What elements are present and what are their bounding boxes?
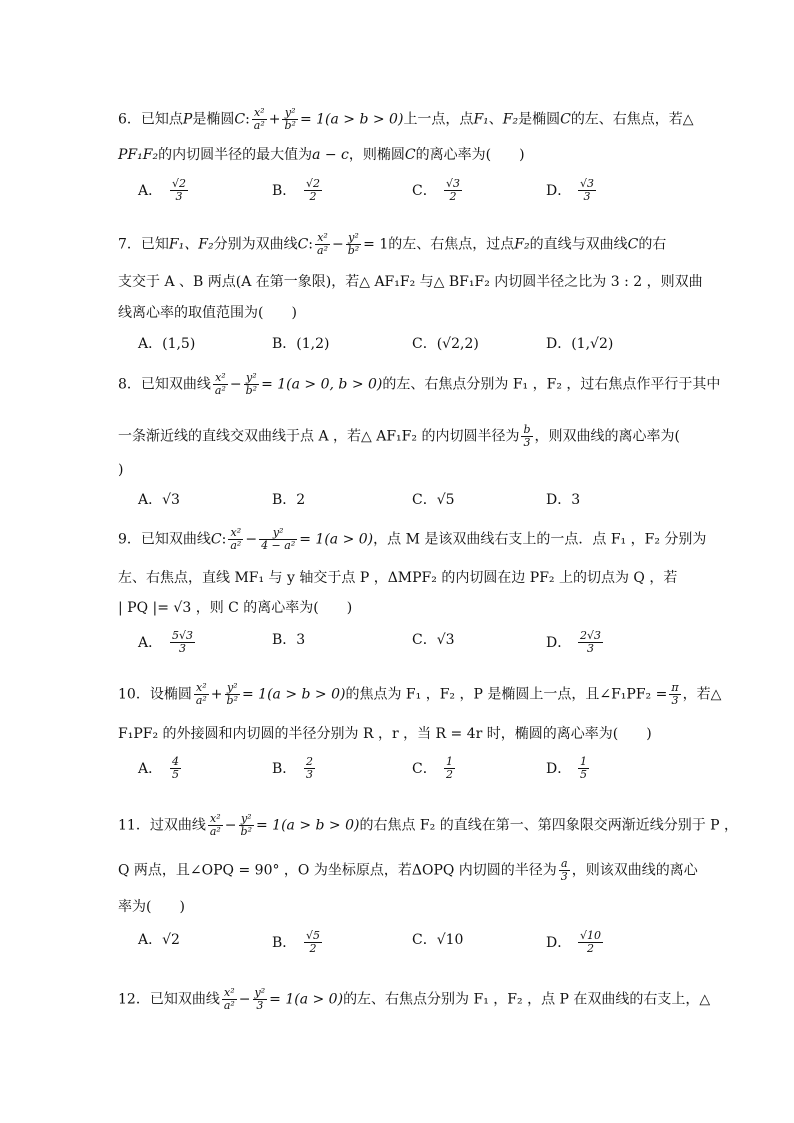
q11-choice-d[interactable]: D． $\frac{√10}{2}$ — [546, 929, 602, 955]
q10-frac-x: $\frac{\text{x²}}{\text{a²}}$ — [195, 681, 207, 707]
q8-frac-b3: $\frac{b}{3}$ — [523, 423, 531, 449]
q6-choice-c[interactable]: C． $\frac{√3}{2}$ — [412, 177, 461, 203]
q6-var: PF₁F₂ — [118, 147, 159, 163]
q10-text: 的焦点为 F₁ ，F₂ ，P 是椭圆上一点，且∠F₁PF₂ = — [345, 686, 668, 703]
q10-choice-b-frac: $\frac{2}{3}$ — [306, 755, 313, 781]
q6-text: 、 — [488, 111, 503, 128]
q6-text: 是椭圆 — [192, 111, 235, 128]
q11-frac-y: $\frac{\text{y²}}{\text{b²}}$ — [240, 812, 252, 838]
q9-choice-a-frac: $\frac{5√3}{3}$ — [172, 629, 194, 655]
q6-var: F₂ — [502, 111, 519, 128]
q6-line-2 — [118, 145, 525, 165]
q9-frac-y: $\frac{\text{y²}}{\text{4 − a²}}$ — [261, 526, 296, 552]
q9-text: 9．已知双曲线 — [118, 531, 211, 548]
q7-choices — [138, 334, 658, 370]
q9-choice-d[interactable]: D． $\frac{2√3}{3}$ — [546, 629, 602, 655]
q6-frac-y: $\frac{\text{y²}}{\text{b²}}$ — [284, 106, 296, 132]
q10-choices — [138, 756, 658, 792]
q6-text: 6．已知点 — [118, 111, 183, 128]
q7-text: 的左、右焦点，过点 — [388, 236, 515, 253]
q10-choice-a[interactable]: A． $\frac{4}{5}$ — [138, 755, 179, 781]
q7-line-2: 支交于 A 、B 两点(A 在第一象限)，若△ AF₁F₂ 与△ BF₁F₂ 内切圆半径之比为 3 : 2 ，则双曲 — [118, 274, 703, 290]
q9-line-2: 左、右焦点，直线 MF₁ 与 y 轴交于点 P ，ΔMPF₂ 的内切圆在边 PF₂ 上的切点为 Q ，若 — [118, 570, 678, 586]
q6-choice-a[interactable]: A． $\frac{√2}{3}$ — [138, 177, 187, 203]
q11-choice-c[interactable]: C．√10 — [412, 932, 464, 948]
q11-op: − — [224, 817, 237, 834]
q8-line-2 — [118, 424, 680, 449]
q8-frac-x: $\frac{\text{x²}}{\text{a²}}$ — [214, 371, 226, 397]
q10-text: ，若△ — [682, 686, 722, 703]
q11-text: Q 两点，且∠OPQ = 90° ，O 为坐标原点，若ΔOPQ 内切圆的半径为 — [118, 862, 557, 879]
q9-var: C — [210, 531, 222, 548]
q7-eq: = 1 — [363, 236, 389, 253]
q10-op: + — [210, 686, 223, 703]
q10-line-2: F₁PF₂ 的外接圆和内切圆的半径分别为 R ，r ，当 R = 4r 时，椭圆的离心率为( ) — [118, 726, 652, 742]
q9-op: − — [245, 531, 258, 548]
q6-var: F₁ — [473, 111, 489, 128]
q6-text: 是椭圆 — [518, 111, 561, 128]
q8-choices — [138, 490, 658, 526]
q6-var: C — [234, 111, 246, 128]
q11-text: ，则该双曲线的离心 — [571, 862, 698, 879]
q7-text: 7．已知 — [118, 236, 169, 253]
q9-choice-a[interactable]: A． $\frac{5√3}{3}$ — [138, 629, 194, 655]
q8-frac-y: $\frac{\text{y²}}{\text{b²}}$ — [245, 371, 258, 397]
q10-frac-y: $\frac{\text{y²}}{\text{b²}}$ — [226, 681, 238, 707]
q7-op: − — [331, 236, 344, 253]
q10-choice-a-frac: $\frac{4}{5}$ — [172, 755, 179, 781]
q12-eq: = 1(a > 0) — [269, 991, 344, 1008]
q8-text: 一条渐近线的直线交双曲线于点 A ，若△ AF₁F₂ 的内切圆半径为 — [118, 428, 520, 445]
q6-eq: = 1(a > b > 0) — [299, 111, 404, 128]
q8-text: 8．已知双曲线 — [118, 376, 211, 393]
q8-op: − — [229, 376, 242, 393]
q7-choice-a[interactable]: A．(1,5) — [138, 336, 196, 352]
q6-op: + — [268, 111, 281, 128]
q9-line-1: 9．已知双曲线C: $\frac{\text{x²}}{\text{a²}}$ − $\frac{\text{y²}}{\text{4 − a²}}$ = 1(a > 0)，点 M 是该双曲线右支上的一点．点 F₁ ，F₂ 分别为 — [118, 526, 707, 552]
q7-var: C — [627, 236, 639, 253]
q6-var: P — [182, 111, 193, 128]
q6-choices — [138, 178, 658, 214]
q11-choice-b-frac: $\frac{√5}{2}$ — [306, 929, 321, 955]
q10-choice-d[interactable]: D． $\frac{1}{5}$ — [546, 755, 587, 781]
q7-frac-x: $\frac{\text{x²}}{\text{a²}}$ — [317, 231, 328, 257]
q8-choice-b[interactable]: B．2 — [272, 492, 306, 508]
q11-line-1 — [118, 813, 738, 838]
q11-choice-b[interactable]: B． $\frac{√5}{2}$ — [272, 929, 321, 955]
q10-line-1 — [118, 682, 721, 707]
q10-eq: = 1(a > b > 0) — [241, 686, 346, 703]
q8-choice-c[interactable]: C．√5 — [412, 492, 455, 508]
q9-eq: = 1(a > 0) — [299, 531, 374, 548]
q6-text: : — [245, 111, 250, 128]
q6-text: 的内切圆半径的最大值为 — [158, 147, 313, 163]
q6-choice-a-frac: $\frac{√2}{3}$ — [172, 177, 187, 203]
q6-choice-d[interactable]: D． $\frac{√3}{3}$ — [546, 177, 595, 203]
q9-line-3: | PQ |= √3 ，则 C 的离心率为( ) — [118, 600, 353, 616]
q7-choice-b[interactable]: B．(1,2) — [272, 336, 330, 352]
q11-text: 的右焦点 F₂ 的直线在第一、第四象限交两渐近线分别于 P ， — [359, 817, 739, 834]
q11-text: 11．过双曲线 — [118, 817, 206, 834]
q9-choices — [138, 630, 658, 666]
q9-choice-b[interactable]: B．3 — [272, 632, 306, 648]
q7-line-1: 7．已知F₁、F₂分别为双曲线C: $\frac{\text{x²}}{\text{a²}}$ − $\frac{\text{y²}}{\text{b²}}$ = 1的左、右焦点，过点F₂的直线与双曲线C的右 — [118, 231, 667, 257]
q9-choice-d-frac: $\frac{2√3}{3}$ — [580, 629, 602, 655]
q6-text: 上一点，点 — [403, 111, 474, 128]
q11-eq: = 1(a > b > 0) — [255, 817, 360, 834]
q12-line-1 — [118, 987, 710, 1012]
q12-text: 12．已知双曲线 — [118, 991, 220, 1008]
q6-choice-d-frac: $\frac{√3}{3}$ — [580, 177, 595, 203]
q11-line-2 — [118, 858, 698, 883]
q8-line-1 — [118, 372, 720, 397]
q8-line-3: ) — [118, 462, 124, 478]
q7-text: 的右 — [638, 236, 667, 253]
q12-frac-x: $\frac{\text{x²}}{\text{a²}}$ — [223, 986, 235, 1012]
q6-text: ，则椭圆 — [348, 147, 405, 163]
q9-choice-c[interactable]: C．√3 — [412, 632, 455, 648]
q7-text: 的直线与双曲线 — [529, 236, 628, 253]
q6-line-1 — [118, 107, 694, 132]
q10-choice-c-frac: $\frac{1}{2}$ — [446, 755, 453, 781]
q11-line-3: 率为( ) — [118, 899, 185, 915]
q10-choice-b[interactable]: B． $\frac{2}{3}$ — [272, 755, 313, 781]
q11-frac-x: $\frac{\text{x²}}{\text{a²}}$ — [209, 812, 221, 838]
q6-var: C — [404, 147, 416, 163]
q8-eq: = 1(a > 0, b > 0) — [261, 376, 383, 393]
q7-choice-d[interactable]: D．(1,√2) — [546, 336, 614, 352]
q9-frac-x: $\frac{\text{x²}}{\text{a²}}$ — [230, 526, 242, 552]
q6-choice-b-frac: $\frac{√2}{2}$ — [306, 177, 321, 203]
q6-choice-b[interactable]: B． $\frac{√2}{2}$ — [272, 177, 321, 203]
q7-var: F₁、F₂ — [168, 236, 214, 253]
q12-frac-y: $\frac{\text{y²}}{3}$ — [254, 986, 266, 1012]
q8-choice-d[interactable]: D．3 — [546, 492, 581, 508]
q6-choice-c-frac: $\frac{√3}{2}$ — [446, 177, 461, 203]
q12-text: 的左、右焦点分别为 F₁ ，F₂ ，点 P 在双曲线的右支上，△ — [343, 991, 711, 1008]
q6-var: C — [560, 111, 571, 128]
q7-var: C — [297, 236, 309, 253]
q7-frac-y: $\frac{\text{y²}}{\text{b²}}$ — [347, 231, 360, 257]
q7-text: 分别为双曲线 — [213, 236, 298, 253]
q7-var: F₂ — [514, 236, 530, 253]
q11-choices — [138, 930, 658, 966]
q12-op: − — [238, 991, 251, 1008]
q11-choice-a[interactable]: A．√2 — [138, 932, 180, 948]
q10-choice-d-frac: $\frac{1}{5}$ — [580, 755, 587, 781]
q7-line-3: 线离心率的取值范围为( ) — [118, 305, 297, 321]
q10-frac-pi: $\frac{\pi}{3}$ — [671, 681, 679, 707]
q8-text: 的左、右焦点分别为 F₁ ，F₂ ，过右焦点作平行于其中 — [382, 376, 721, 393]
q8-choice-a[interactable]: A．√3 — [138, 492, 180, 508]
q6-var: a − c — [312, 147, 349, 163]
q9-text: ，点 M 是该双曲线右支上的一点．点 F₁ ，F₂ 分别为 — [373, 531, 707, 548]
q11-choice-d-frac: $\frac{√10}{2}$ — [580, 929, 602, 955]
q11-frac-a3: $\frac{a}{3}$ — [560, 857, 568, 883]
q6-text: 的离心率为( ) — [415, 147, 525, 163]
q8-text: ，则双曲线的离心率为( — [534, 428, 680, 445]
q10-choice-c[interactable]: C． $\frac{1}{2}$ — [412, 755, 453, 781]
q6-text: 的左、右焦点，若△ — [570, 111, 694, 128]
q10-text: 10．设椭圆 — [118, 686, 192, 703]
q7-choice-c[interactable]: C．(√2,2) — [412, 336, 479, 352]
q6-frac-x: $\frac{\text{x²}}{\text{a²}}$ — [253, 106, 265, 132]
